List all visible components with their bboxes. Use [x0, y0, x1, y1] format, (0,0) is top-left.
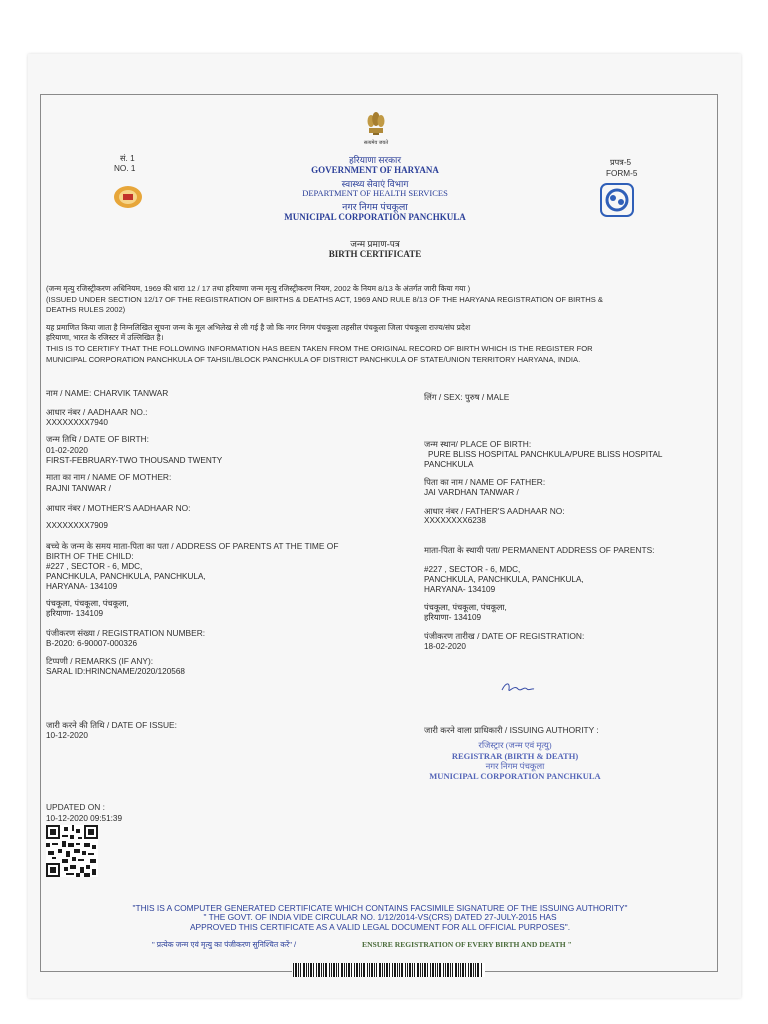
- father-aadhaar-value: XXXXXXXX6238: [424, 516, 486, 525]
- permanent-address-label: माता-पिता के स्थायी पता/ PERMANENT ADDRESS OF PARENTS:: [424, 545, 655, 555]
- crs-logo-icon: [600, 183, 634, 217]
- place-of-birth-value-2: PANCHKULA: [424, 460, 474, 469]
- remarks-value: SARAL ID:HRINCNAME/2020/120568: [46, 667, 185, 676]
- emblem-caption: सत्यमेव जयते: [363, 140, 389, 146]
- birth-address-line-3: HARYANA- 134109: [46, 582, 118, 591]
- registrar-english: REGISTRAR (BIRTH & DEATH): [451, 751, 579, 761]
- preamble-hindi-1: (जन्म मृत्यु रजिस्ट्रीकरण अधिनियम, 1969 की धारा 12 / 17 तथा हरियाणा जन्म मृत्यु रजिस्ट्रीकरण नियम, 2002 के नियम 8/13 के अंतर्गत जारी किया गया ): [46, 284, 471, 293]
- preamble-english-2b: MUNICIPAL CORPORATION PANCHKULA OF TAHSIL/BLOCK PANCHKULA OF DISTRICT PANCHKULA OF STATE/UNION TERRITORY HARYANA, INDIA.: [46, 355, 581, 364]
- registrar-municipal-hindi: नगर निगम पंचकूला: [485, 761, 545, 771]
- govt-hindi: हरियाणा सरकार: [348, 155, 402, 165]
- registration-number-label: पंजीकरण संख्या / REGISTRATION NUMBER:: [46, 628, 206, 638]
- birth-address-line-1: #227 , SECTOR - 6, MDC,: [46, 562, 143, 571]
- place-of-birth-label: जन्म स्थान/ PLACE OF BIRTH:: [424, 439, 532, 449]
- footer-line-3: APPROVED THIS CERTIFICATE AS A VALID LEGAL DOCUMENT FOR ALL OFFICIAL PURPOSES".: [189, 922, 571, 932]
- remarks-label: टिप्पणी / REMARKS (IF ANY):: [46, 656, 154, 666]
- preamble-english-1b: DEATHS RULES 2002): [46, 305, 126, 314]
- issue-date-label: जारी करने की तिथि / DATE OF ISSUE:: [46, 720, 177, 730]
- permanent-address-hindi-2: हरियाणा- 134109: [424, 613, 482, 622]
- name-field: नाम / NAME: CHARVIK TANWAR: [46, 388, 169, 398]
- issuing-authority-label: जारी करने वाला प्राधिकारी / ISSUING AUTHORITY :: [424, 725, 599, 735]
- updated-on-value: 10-12-2020 09:51:39: [46, 814, 123, 823]
- certificate-border: [40, 94, 718, 972]
- permanent-address-line-2: PANCHKULA, PANCHKULA, PANCHKULA,: [424, 575, 584, 584]
- updated-on-label: UPDATED ON :: [46, 802, 105, 812]
- father-aadhaar-label: आधार नंबर / FATHER'S AADHAAR NO:: [424, 506, 565, 516]
- dob-value: 01-02-2020: [46, 446, 88, 455]
- barcode-icon: [292, 963, 485, 977]
- number-hindi: सं. 1: [120, 154, 135, 163]
- permanent-address-line-3: HARYANA- 134109: [424, 585, 496, 594]
- preamble-hindi-2a: यह प्रमाणित किया जाता है निम्नलिखित सूचना जन्म के मूल अभिलेख से ली गई है जो कि नगर निगम पंचकूला तहसील पंचकूला जिला पंचकूला राज्य/संघ प्रदेश: [46, 323, 471, 332]
- father-name-value: JAI VARDHAN TANWAR /: [424, 488, 519, 497]
- registration-date-label: पंजीकरण तारीख / DATE OF REGISTRATION:: [424, 631, 585, 641]
- preamble-english-2a: THIS IS TO CERTIFY THAT THE FOLLOWING INFORMATION HAS BEEN TAKEN FROM THE ORIGINAL RECORD OF BIRTH WHICH IS THE REGISTER FOR: [46, 344, 593, 353]
- footer-line-2: " THE GOVT. OF INDIA VIDE CIRCULAR NO. 1/12/2014-VS(CRS) DATED 27-JULY-2015 HAS: [203, 912, 557, 922]
- form-english: FORM-5: [606, 169, 638, 178]
- number-english: NO. 1: [114, 164, 136, 173]
- govt-english: GOVERNMENT OF HARYANA: [311, 165, 439, 175]
- father-name-label: पिता का नाम / NAME OF FATHER:: [424, 477, 546, 487]
- place-of-birth-value-1: PURE BLISS HOSPITAL PANCHKULA/PURE BLISS HOSPITAL: [428, 450, 663, 459]
- sex-field: लिंग / SEX: पुरुष / MALE: [424, 392, 510, 402]
- dept-english: DEPARTMENT OF HEALTH SERVICES: [302, 188, 448, 198]
- registration-number-value: B-2020: 6-90007-000326: [46, 639, 138, 648]
- dob-words: FIRST-FEBRUARY-TWO THOUSAND TWENTY: [46, 456, 223, 465]
- certificate-title-hindi: जन्म प्रमाण-पत्र: [350, 239, 400, 249]
- municipal-hindi: नगर निगम पंचकूला: [342, 203, 408, 213]
- dob-label: जन्म तिथि / DATE OF BIRTH:: [46, 434, 149, 444]
- registration-date-value: 18-02-2020: [424, 642, 466, 651]
- mother-name-value: RAJNI TANWAR /: [46, 484, 111, 493]
- footer-line-1: "THIS IS A COMPUTER GENERATED CERTIFICATE WHICH CONTAINS FACSIMILE SIGNATURE OF THE ISSUING AUTHORITY": [132, 903, 628, 913]
- mother-aadhaar-value: XXXXXXXX7909: [46, 521, 108, 530]
- birth-address-label-2: BIRTH OF THE CHILD:: [46, 551, 134, 561]
- aadhaar-value: XXXXXXXX7940: [46, 418, 108, 427]
- permanent-address-hindi-1: पंचकूला, पंचकूला, पंचकूला,: [424, 603, 507, 612]
- municipal-english: MUNICIPAL CORPORATION PANCHKULA: [284, 212, 466, 222]
- birth-address-hindi-2: हरियाणा- 134109: [46, 609, 104, 618]
- registrar-municipal-english: MUNICIPAL CORPORATION PANCHKULA: [429, 771, 601, 781]
- slogan-hindi: " प्रत्येक जन्म एवं मृत्यु का पंजीकरण सुनिश्चित करें" /: [152, 940, 297, 949]
- certificate-title: BIRTH CERTIFICATE: [328, 249, 422, 259]
- issue-date-value: 10-12-2020: [46, 731, 88, 740]
- national-emblem-icon: [364, 108, 388, 138]
- preamble-english-1a: (ISSUED UNDER SECTION 12/17 OF THE REGISTRATION OF BIRTHS & DEATHS ACT, 1969 AND RULE 8/13 OF THE HARYANA REGISTRATION OF BIRTHS &: [46, 295, 603, 304]
- mother-aadhaar-label: आधार नंबर / MOTHER'S AADHAAR NO:: [46, 503, 191, 513]
- aadhaar-label: आधार नंबर / AADHAAR NO.:: [46, 407, 148, 417]
- slogan-english: ENSURE REGISTRATION OF EVERY BIRTH AND DEATH ": [362, 940, 572, 949]
- dept-hindi: स्वास्थ्य सेवाएं विभाग: [341, 179, 409, 189]
- mother-name-label: माता का नाम / NAME OF MOTHER:: [46, 472, 172, 482]
- preamble-hindi-2b: हरियाणा, भारत के रजिस्टर में उल्लिखित है।: [46, 333, 164, 342]
- birth-address-line-2: PANCHKULA, PANCHKULA, PANCHKULA,: [46, 572, 206, 581]
- registrar-hindi: रजिस्ट्रार (जन्म एवं मृत्यु): [478, 740, 552, 750]
- qr-code-icon: [46, 825, 98, 877]
- permanent-address-line-1: #227 , SECTOR - 6, MDC,: [424, 565, 521, 574]
- signature-icon: [500, 680, 536, 696]
- haryana-seal-icon: [113, 185, 143, 209]
- birth-address-label-1: बच्चे के जन्म के समय माता-पिता का पता / ADDRESS OF PARENTS AT THE TIME OF: [46, 541, 339, 551]
- birth-address-hindi-1: पंचकूला, पंचकूला, पंचकूला,: [46, 599, 129, 608]
- form-hindi: प्रपत्र-5: [610, 158, 632, 167]
